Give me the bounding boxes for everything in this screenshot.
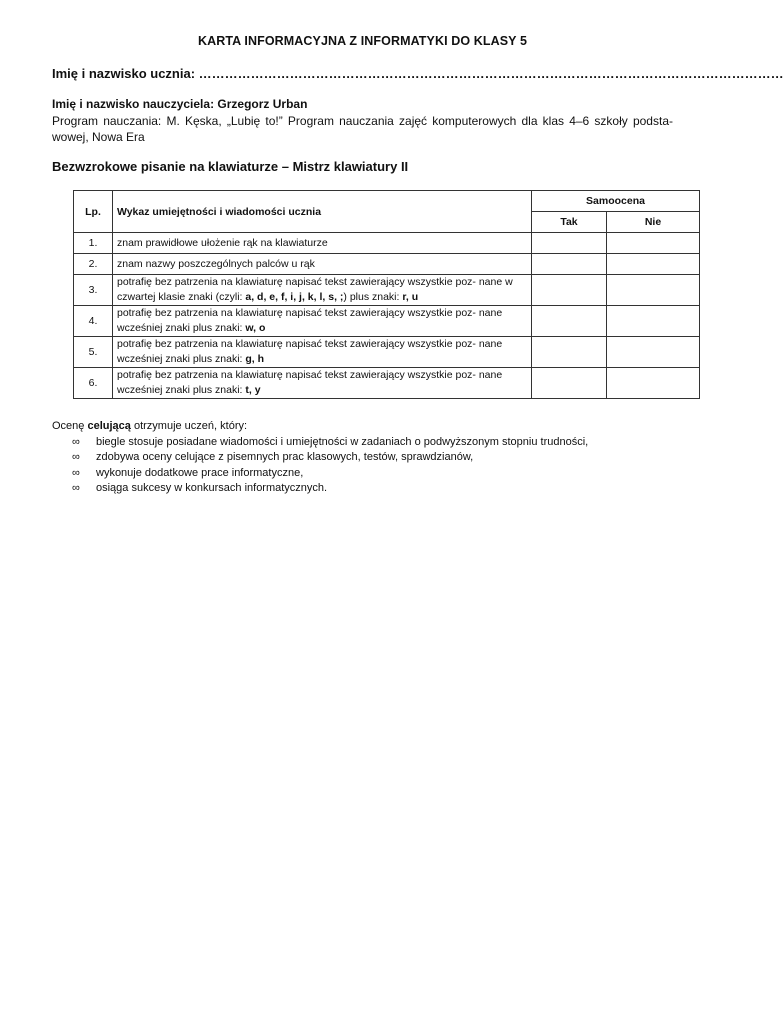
skill-text: potrafię bez patrzenia na klawiaturę napisać tekst zawierający wszystkie poz- nane w czwartej klasie znaki (czyli: a, d, e, f, i, j, k, l, s, ;) plus znaki: r, u: [113, 275, 532, 306]
table-row: [74, 254, 700, 275]
self-no-cell[interactable]: [607, 254, 700, 275]
col-lp-header: Lp.: [74, 191, 113, 233]
table-row: [74, 233, 700, 254]
self-yes-cell[interactable]: [532, 275, 607, 306]
self-yes-cell[interactable]: [532, 254, 607, 275]
infinity-bullet-icon: ∞: [72, 435, 80, 448]
infinity-bullet-icon: ∞: [72, 451, 80, 463]
row-number: 5.: [74, 337, 113, 368]
teacher-name: Imię i nazwisko nauczyciela: Grzegorz Urban: [52, 97, 308, 111]
program-description: Program nauczania: M. Kęska, „Lubię to!” Program nauczania zajęć komputerowych dla klas 4–6 szkoły podsta- wowej, Nowa Era: [52, 114, 673, 144]
table-row: [74, 275, 700, 306]
section-title: Bezwzrokowe pisanie na klawiaturze – Mistrz klawiatury II: [52, 159, 409, 174]
self-yes-cell[interactable]: [532, 233, 607, 254]
col-yes-header: Tak: [532, 212, 607, 233]
col-skill-header: Wykaz umiejętności i wiadomości ucznia: [113, 191, 532, 233]
list-item: ∞ zdobywa oceny celujące z pisemnych prac klasowych, testów, sprawdzianów,: [52, 450, 673, 466]
document-page: [52, 34, 784, 497]
table-row: [74, 306, 700, 337]
skill-text: potrafię bez patrzenia na klawiaturę napisać tekst zawierający wszystkie poz- nane wcześniej znaki plus znaki: g, h: [113, 337, 532, 368]
skill-text: znam nazwy poszczególnych palców u rąk: [113, 254, 532, 275]
list-item: ∞ wykonuje dodatkowe prace informatyczne,: [52, 466, 673, 482]
grading-intro: Ocenę celującą otrzymuje uczeń, który:: [52, 420, 248, 432]
self-yes-cell[interactable]: [532, 306, 607, 337]
infinity-bullet-icon: ∞: [72, 482, 80, 494]
self-no-cell[interactable]: [607, 275, 700, 306]
criteria-list: [52, 435, 673, 497]
table-row: [74, 337, 700, 368]
list-item: ∞ biegle stosuje posiadane wiadomości i umiejętności w zadaniach o podwyższonym stopniu trudności,: [52, 435, 673, 451]
self-no-cell[interactable]: [607, 337, 700, 368]
self-no-cell[interactable]: [607, 233, 700, 254]
self-no-cell[interactable]: [607, 306, 700, 337]
row-number: 6.: [74, 368, 113, 399]
skills-table: [73, 190, 700, 399]
col-self-assessment-header: Samoocena: [532, 191, 700, 212]
self-no-cell[interactable]: [607, 368, 700, 399]
row-number: 1.: [74, 233, 113, 254]
self-yes-cell[interactable]: [532, 368, 607, 399]
student-name-field: Imię i nazwisko ucznia: ………………………………………………………………………………………………………………………: [52, 66, 784, 81]
skill-text: znam prawidłowe ułożenie rąk na klawiaturze: [113, 233, 532, 254]
self-yes-cell[interactable]: [532, 337, 607, 368]
row-number: 4.: [74, 306, 113, 337]
skill-text: potrafię bez patrzenia na klawiaturę napisać tekst zawierający wszystkie poz- nane wcześniej znaki plus znaki: t, y: [113, 368, 532, 399]
grading-notes: [52, 419, 673, 497]
row-number: 3.: [74, 275, 113, 306]
skill-text: potrafię bez patrzenia na klawiaturę napisać tekst zawierający wszystkie poz- nane wcześniej znaki plus znaki: w, o: [113, 306, 532, 337]
document-title: KARTA INFORMACYJNA Z INFORMATYKI DO KLASY 5: [197, 34, 528, 48]
col-no-header: Nie: [607, 212, 700, 233]
row-number: 2.: [74, 254, 113, 275]
table-row: [74, 368, 700, 399]
list-item: ∞ osiąga sukcesy w konkursach informatycznych.: [52, 481, 673, 497]
infinity-bullet-icon: ∞: [72, 466, 80, 479]
